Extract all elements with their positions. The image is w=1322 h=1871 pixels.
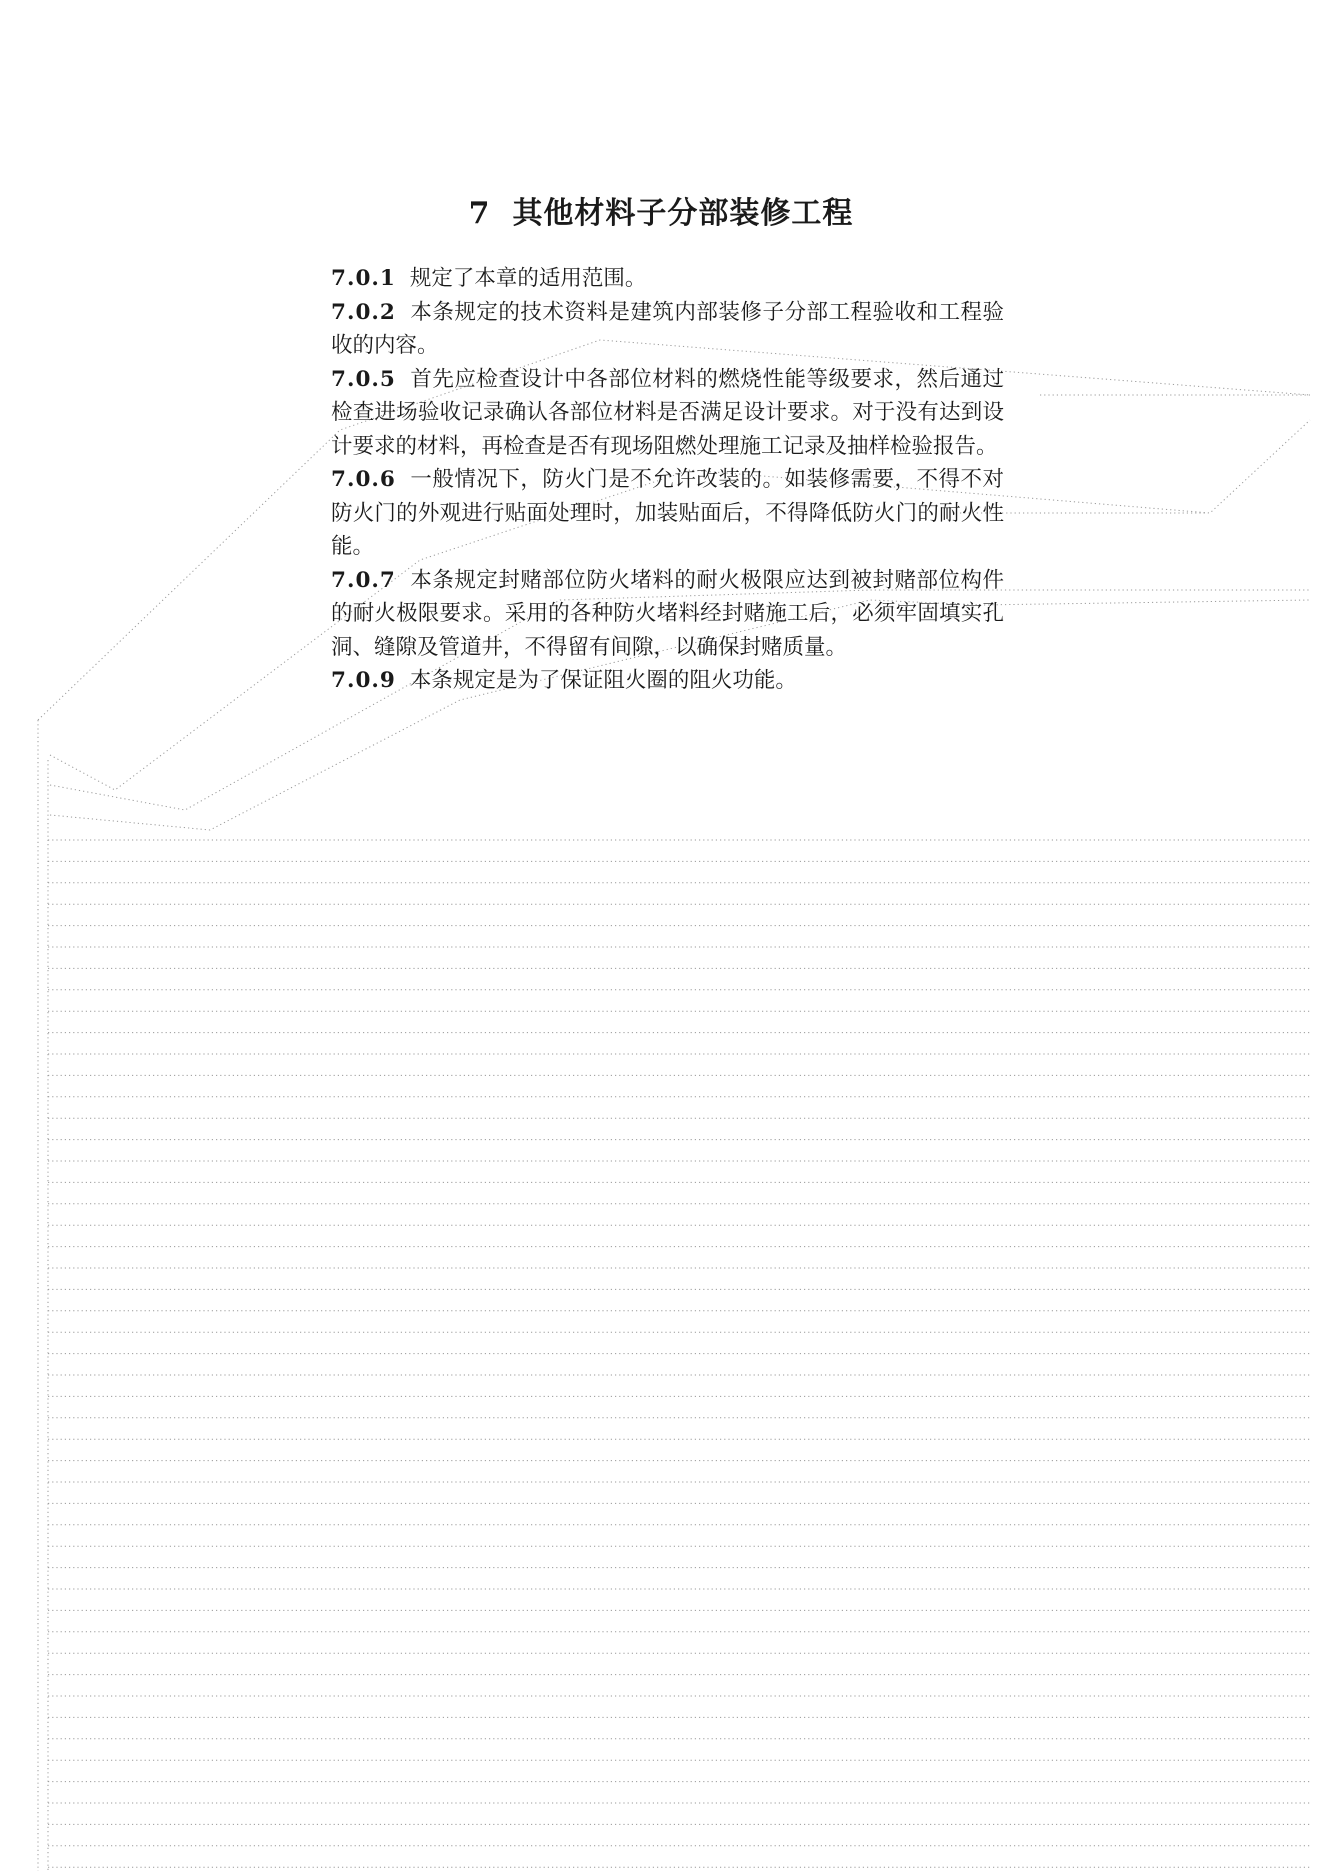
chapter-title: 其他材料子分部装修工程: [512, 196, 854, 232]
chapter-body: [331, 262, 1004, 698]
clause-number: 7.0.5: [331, 366, 396, 392]
clause-number: 7.0.7: [331, 567, 396, 593]
clause-paragraph: [331, 564, 1004, 665]
clause-number: 7.0.2: [331, 299, 396, 325]
chapter-number: 7: [468, 196, 491, 232]
clause-paragraph: [331, 363, 1004, 464]
clause-paragraph: [331, 296, 1004, 363]
clause-paragraph: [331, 262, 1004, 296]
clause-number: 7.0.1: [331, 266, 396, 291]
clause-paragraph: [331, 463, 1004, 564]
chapter-heading: [0, 188, 1322, 232]
clause-paragraph: [331, 664, 1004, 698]
clause-text: 一般情况下，防火门是不允许改装的。如装修需要，不得不对防火门的外观进行贴面处理时，加装贴面后，不得降低防火门的耐火性能。: [331, 467, 1004, 559]
clause-text: 本条规定封赌部位防火堵料的耐火极限应达到被封赌部位构件的耐火极限要求。采用的各种防火堵料经封赌施工后，必须牢固填实孔洞、缝隙及管道井，不得留有间隙，以确保封赌质量。: [331, 567, 1004, 660]
clause-text: 规定了本章的适用范围。: [409, 266, 647, 291]
clause-text: 本条规定是为了保证阻火圈的阻火功能。: [409, 668, 797, 693]
clause-text: 本条规定的技术资料是建筑内部装修子分部工程验收和工程验收的内容。: [331, 299, 1004, 358]
clause-number: 7.0.9: [331, 668, 396, 693]
clause-text: 首先应检查设计中各部位材料的燃烧性能等级要求，然后通过检查进场验收记录确认各部位材料是否满足设计要求。对于没有达到设计要求的材料，再检查是否有现场阻燃处理施工记录及抽样检验报告。: [331, 366, 1004, 459]
clause-number: 7.0.6: [331, 467, 396, 492]
